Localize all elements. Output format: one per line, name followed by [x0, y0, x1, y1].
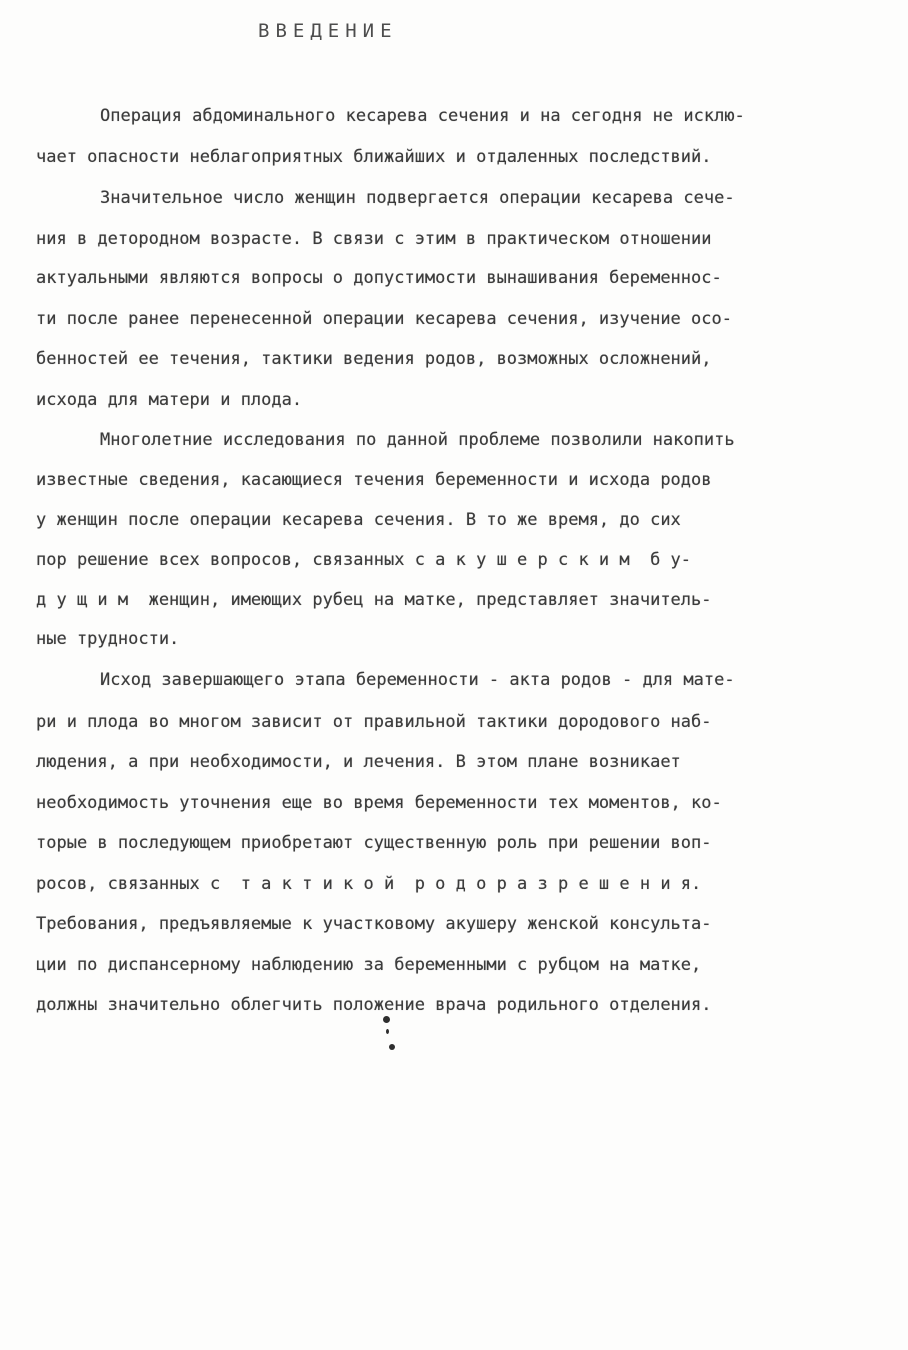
ink-blot — [386, 1029, 389, 1034]
text-line: Исход завершающего этапа беременности - акта родов - для мате- — [100, 670, 735, 690]
text-line: ции по диспансерному наблюдению за беременными с рубцом на матке, — [36, 955, 702, 975]
text-line: Операция абдоминального кесарева сечения и на сегодня не исклю- — [100, 106, 745, 126]
text-line: пор решение всех вопросов, связанных с а к у ш е р с к и м б у- — [36, 550, 692, 570]
text-line: Значительное число женщин подвергается операции кесарева сече- — [100, 188, 735, 208]
ink-blot — [383, 1016, 390, 1023]
text-line: чает опасности неблагоприятных ближайших и отдаленных последствий. — [36, 147, 712, 167]
ink-blot — [389, 1044, 395, 1050]
text-line: у женщин после операции кесарева сечения. В то же время, до сих — [36, 510, 681, 530]
text-line: ри и плода во многом зависит от правильной тактики дородового наб- — [36, 712, 712, 732]
text-line: людения, а при необходимости, и лечения. В этом плане возникает — [36, 752, 681, 772]
text-line: бенностей ее течения, тактики ведения родов, возможных осложнений, — [36, 349, 712, 369]
text-line: известные сведения, касающиеся течения беременности и исхода родов — [36, 470, 712, 490]
text-line: росов, связанных с т а к т и к о й р о д о р а з р е ш е н и я. — [36, 874, 702, 894]
text-line: торые в последующем приобретают существенную роль при решении воп- — [36, 833, 712, 853]
text-line: должны значительно облегчить положение врача родильного отделения. — [36, 995, 712, 1015]
text-line: ния в детородном возрасте. В связи с этим в практическом отношении — [36, 229, 712, 249]
document-title: ВВЕДЕНИЕ — [258, 20, 398, 42]
text-line: исхода для матери и плода. — [36, 390, 303, 410]
text-line: актуальными являются вопросы о допустимости вынашивания беременнос- — [36, 268, 722, 288]
text-line: Многолетние исследования по данной проблеме позволили накопить — [100, 430, 735, 450]
text-line: ные трудности. — [36, 629, 180, 649]
text-line: необходимость уточнения еще во время беременности тех моментов, ко- — [36, 793, 722, 813]
text-line: ти после ранее перенесенной операции кесарева сечения, изучение осо- — [36, 309, 732, 329]
text-line: д у щ и м женщин, имеющих рубец на матке, представляет значитель- — [36, 590, 712, 610]
text-line: Требования, предъявляемые к участковому акушеру женской консульта- — [36, 914, 712, 934]
